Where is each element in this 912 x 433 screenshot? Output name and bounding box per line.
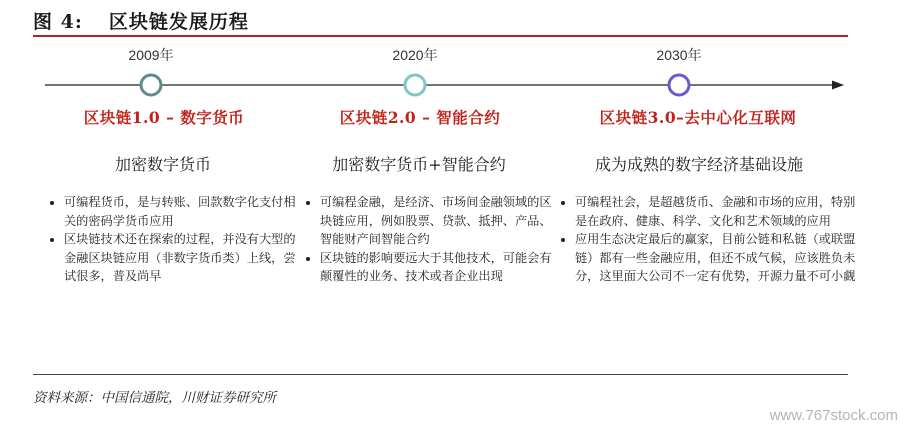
stage1-marker (141, 75, 161, 95)
stage2-year: 2020年 (392, 47, 438, 63)
footer-divider (33, 374, 848, 375)
title-divider (33, 35, 848, 37)
figure-title-text: 区块链发展历程 (108, 11, 249, 33)
stage2-subtitle: 加密数字货币+智能合约 (332, 155, 506, 174)
stage1-subtitle: 加密数字货币 (114, 155, 211, 174)
stage3-title: 区块链3.0–去中心化互联网 (599, 108, 797, 127)
stage3-year: 2030年 (656, 47, 702, 63)
stage1-title: 区块链1.0 – 数字货币 (83, 108, 245, 127)
stage1-year: 2009年 (128, 47, 174, 63)
stage1-point: • 区块链技术还在探索的过程，并没有大型的金融区块链应用（非数字货币类）上线，尝试很多，普及尚早 (64, 230, 296, 286)
stage3-subtitle: 成为成熟的数字经济基础设施 (594, 155, 803, 174)
stage2-marker (405, 75, 425, 95)
watermark: www.767stock.com (769, 407, 898, 424)
stage2-point: • 区块链的影响要远大于其他技术，可能会有颠覆性的业务、技术或者企业出现 (320, 249, 552, 286)
figure-number: 图 4: (33, 11, 83, 33)
stage3-point: • 应用生态决定最后的赢家，目前公链和私链（或联盟链）都有一些金融应用，但还不成气候，应该胜负未分，这里面大公司不一定有优势，开源力量不可小觑 (575, 230, 863, 286)
stage2-title: 区块链2.0 – 智能合约 (339, 108, 501, 127)
figure-title (33, 7, 249, 34)
stage1-points (44, 193, 296, 286)
source-note: 资料来源：中国信通院，川财证券研究所 (33, 390, 276, 406)
stage2-point: • 可编程金融，是经济、市场间金融领域的区块链应用，例如股票、贷款、抵押、产品、智能财产间智能合约 (320, 193, 552, 249)
stage3-point: • 可编程社会，是超越货币、金融和市场的应用，特别是在政府、健康、科学、文化和艺术领域的应用 (575, 193, 863, 230)
stage2-points (300, 193, 552, 286)
stage1-point: • 可编程货币，是与转账、回款数字化支付相关的密码学货币应用 (64, 193, 296, 230)
stage3-points (555, 193, 863, 286)
timeline-arrowhead (832, 81, 844, 90)
stage3-marker (669, 75, 689, 95)
